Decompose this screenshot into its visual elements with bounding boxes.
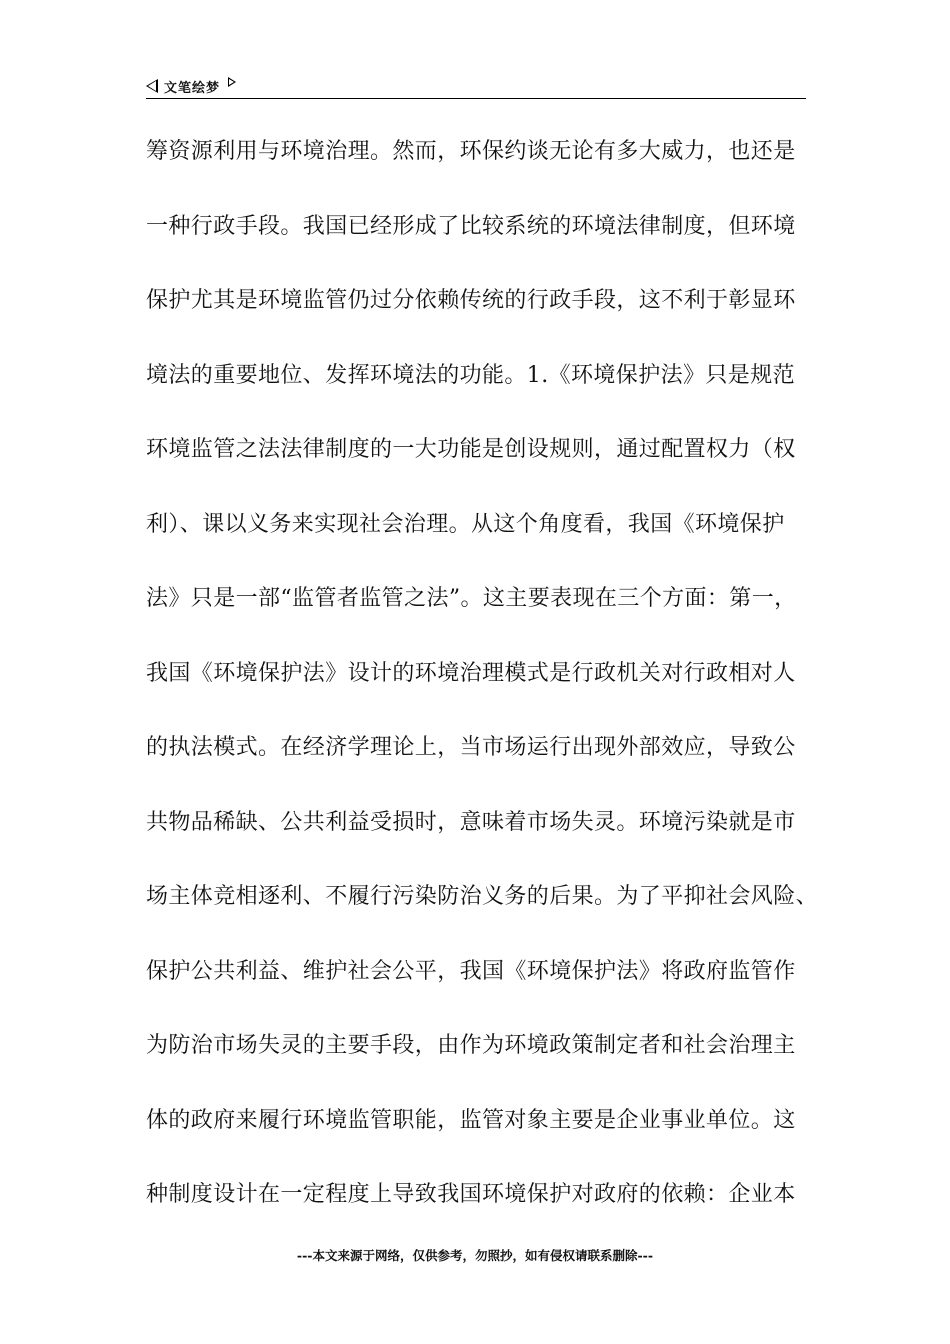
text-line: 境法的重要地位、发挥环境法的功能。1.《环境保护法》只是规范 xyxy=(146,362,795,388)
text-line: 保护公共利益、维护社会公平，我国《环境保护法》将政府监管作 xyxy=(146,958,796,984)
triangle-right-icon xyxy=(228,77,236,87)
text-line: 一种行政手段。我国已经形成了比较系统的环境法律制度，但环境 xyxy=(146,213,796,239)
text-line: 场主体竞相逐利、不履行污染防治义务的后果。为了平抑社会风险、 xyxy=(146,884,819,909)
document-body xyxy=(146,133,819,1251)
text-line: 共物品稀缺、公共利益受损时，意味着市场失灵。环境污染就是市 xyxy=(146,809,796,835)
text-line: 筹资源利用与环境治理。然而，环保约谈无论有多大威力，也还是 xyxy=(146,139,796,164)
footer-notice: ---本文来源于网络，仅供参考，勿照抄，如有侵权请联系删除--- xyxy=(296,1248,654,1263)
text-line: 环境监管之法法律制度的一大功能是创设规则，通过配置权力（权 xyxy=(146,437,796,462)
text-line: 为防治市场失灵的主要手段，由作为环境政策制定者和社会治理主 xyxy=(146,1033,796,1058)
text-line: 我国《环境保护法》设计的环境治理模式是行政机关对行政相对人 xyxy=(146,660,796,686)
text-line: 保护尤其是环境监管仍过分依赖传统的行政手段，这不利于彰显环 xyxy=(146,288,796,313)
triangle-left-icon xyxy=(146,79,158,93)
header-brand: 文笔绘梦 xyxy=(164,80,221,96)
text-line: 的执法模式。在经济学理论上，当市场运行出现外部效应，导致公 xyxy=(146,735,796,760)
page-header xyxy=(146,74,806,99)
text-line: 利）、课以义务来实现社会治理。从这个角度看，我国《环境保护 xyxy=(146,511,785,537)
text-line: 法》只是一部“监管者监管之法”。这主要表现在三个方面：第一， xyxy=(146,586,797,611)
text-line: 体的政府来履行环境监管职能，监管对象主要是企业事业单位。这 xyxy=(146,1107,796,1133)
text-line: 种制度设计在一定程度上导致我国环境保护对政府的依赖：企业本 xyxy=(146,1182,796,1207)
